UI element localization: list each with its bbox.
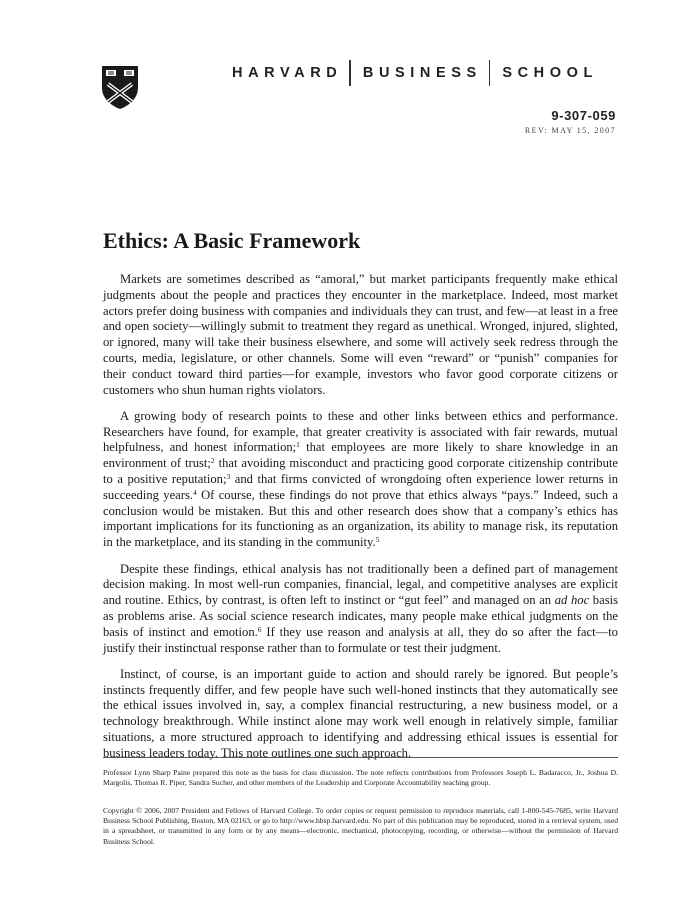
footnote-divider [103,757,618,758]
document-number: 9-307-059 [551,108,616,123]
footnote-ref: 1 [296,440,300,450]
paragraph [103,272,618,398]
paragraph-text: and that firms convicted of wrongdoing often experience lower returns in succeeding years. [103,472,618,502]
paragraph-text: Of course, these findings do not prove that ethics always “pays.” Indeed, such a conclusion would be mistaken. But this and other research does show that a company’s ethics has important implications for its functioning as an organization, its ability to manage risk, its reputation in the marketplace, and its standing in the community. [103,487,618,550]
paragraph-text: A growing body of research points to these and other links between ethics and performance. Researchers have found, for example, that greater creativity is associated with fair rewards, mutual helpfulness, and honest information; [103,408,618,455]
body-text [103,272,618,772]
paragraph-text: Despite these findings, ethical analysis has not traditionally been a defined part of management decision making. In most well-run companies, financial, legal, and competitive analyses are explicit and routine. Ethics, by contrast, is often left to instinct or “gut feel” and managed on an [103,561,618,608]
authorship-note: Professor Lynn Sharp Paine prepared this note as the basis for class discussion. The note reflects contributions from Professors Joseph L. Badaracco, Jr., Joshua D. Margolis, Thomas R. Piper, Sandra Sucher, and other members of the Leadership and Corporate Accountability teaching group. [103,768,618,788]
paragraph [103,667,618,762]
masthead-business: BUSINESS [362,65,482,81]
paragraph-text: that employees are more likely to share knowledge in an environment of trust; [103,440,618,471]
paragraph [103,409,618,551]
footnote-ref: 2 [210,456,215,466]
paragraph-text: basis as problems arise. As social science research indicates, many people make ethical judgments on the basis of instinct and emotion. [103,593,618,639]
revision-date: REV: MAY 15, 2007 [524,126,616,135]
harvard-shield-icon [100,64,140,110]
emphasis-text: ad hoc [554,593,590,608]
copyright-notice: Copyright © 2006, 2007 President and Fellows of Harvard College. To order copies or request permission to reproduce materials, call 1-800-545-7685, write Harvard Business School Publishing, Boston, MA 02163, or go to http://www.hbsp.harvard.edu. No part of this publication may be reproduced, stored in a retrieval system, used in a spreadsheet, or transmitted in any form or by any means—electronic, mechanical, photocopying, recording, or otherwise—without the permission of Harvard Business School. [103,806,618,846]
footnote-ref: 6 [257,624,262,634]
paragraph-text: Instinct, of course, is an important guide to action and should rarely be ignored. But people’s instincts frequently differ, and few people have such well-honed instincts that they automatically see the ethical issues involved in, say, a complex financial restructuring, a new business model, or a technology breakthrough. While instinct alone may work well enough in relatively simple, familiar situations, a more structured approach to identifying and addressing ethical issues is essential for business leaders today. This note outlines one such approach. [103,666,618,760]
masthead [232,60,598,86]
masthead-harvard: HARVARD [232,65,343,81]
paragraph-text: If they use reason and analysis at all, they do so after the fact—to justify their instinctual response rather than to formulate or test their judgment. [103,624,618,655]
masthead-school: SCHOOL [502,65,598,81]
footnote-ref: 4 [193,487,197,497]
paragraph-text: Markets are sometimes described as “amoral,” but market participants frequently make ethical judgments about the people and practices they encounter in the marketplace. Indeed, most market actors prefer doing business with companies and individuals they can trust, and few—at least in a free and open society—willingly submit to treatment they regard as unethical. Wronged, injured, slighted, or ignored, many will take their business elsewhere, and some will actively seek redress through the courts, media, legislature, or other channels. Some will even “reward” or “punish” companies for their conduct toward third parties—for example, investors who favor good corporate citizens or customers who shun human rights violators. [103,272,618,397]
footnote-ref: 3 [226,472,231,482]
footnote-ref: 5 [375,535,380,545]
page-title: Ethics: A Basic Framework [103,228,361,253]
paragraph [103,562,618,657]
paragraph-text: that avoiding misconduct and practicing good corporate citizenship contribute to a positive reputation; [103,456,618,487]
masthead-divider [349,60,351,86]
masthead-divider [489,60,491,86]
